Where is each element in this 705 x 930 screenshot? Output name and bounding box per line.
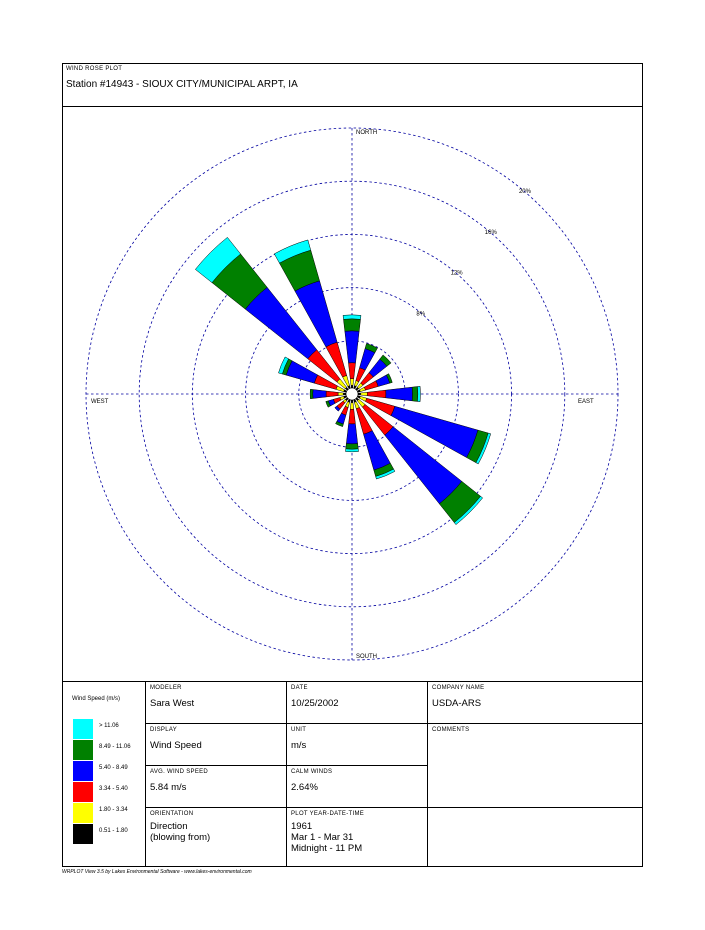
company-value: USDA-ARS: [432, 698, 482, 709]
petal-segment: [367, 390, 386, 398]
petal-segment: [338, 392, 343, 395]
station-name: Station #14943 - SIOUX CITY/MUNICIPAL ARPT, IA: [66, 79, 298, 90]
calm-circle: [346, 388, 358, 400]
west-label: WEST: [91, 399, 109, 405]
petal-segment: [345, 331, 359, 363]
plot-year-line1: 1961: [291, 821, 313, 832]
petal-segment: [360, 349, 375, 371]
petal-segment: [412, 387, 418, 402]
legend-label: 3.34 - 5.40: [99, 786, 128, 792]
table-col-divider: [427, 681, 428, 867]
unit-title: UNIT: [291, 727, 307, 733]
orientation-line2: (blowing from): [150, 832, 211, 843]
modeler-value: Sara West: [150, 698, 195, 709]
legend-swatch: [73, 761, 93, 781]
orientation-title: ORIENTATION: [150, 811, 194, 817]
legend-label: 8.49 - 11.06: [99, 744, 131, 750]
petal-segment: [386, 387, 413, 401]
orientation-line1: Direction: [150, 821, 188, 832]
petal-segment: [348, 363, 355, 379]
ring-label: 12%: [450, 270, 463, 277]
petal-segment: [361, 392, 368, 395]
plot-year-title: PLOT YEAR-DATE-TIME: [291, 811, 365, 817]
legend-label: 1.80 - 3.34: [99, 807, 128, 813]
modeler-title: MODELER: [150, 685, 182, 691]
table-row-divider: [145, 723, 643, 724]
ring-label: 8%: [416, 311, 426, 318]
avg-speed-title: AVG. WIND SPEED: [150, 769, 209, 775]
unit-value: m/s: [291, 740, 307, 751]
table-top-border: [62, 681, 643, 682]
table-col-divider: [145, 681, 146, 867]
plot-year-line3: Midnight - 11 PM: [291, 843, 363, 854]
software-credit: WRPLOT View 3.5 by Lakes Environmental Software - www.lakes-environmental.com: [62, 869, 252, 875]
avg-speed-value: 5.84 m/s: [150, 782, 187, 793]
legend-label: > 11.06: [99, 723, 119, 729]
petal-segment: [346, 444, 358, 450]
petal-segment: [346, 424, 357, 444]
date-value: 10/25/2002: [291, 698, 339, 709]
date-title: DATE: [291, 685, 308, 691]
petal-segment: [350, 403, 353, 410]
petal-segment: [351, 385, 353, 388]
petal-segment: [349, 409, 356, 424]
north-label: NORTH: [356, 130, 378, 136]
legend-swatch: [73, 782, 93, 802]
petal-segment: [286, 361, 318, 383]
legend-swatch: [73, 740, 93, 760]
petal-segment: [417, 386, 420, 402]
petal-segment: [351, 400, 353, 403]
display-title: DISPLAY: [150, 727, 177, 733]
petal-segment: [343, 393, 346, 395]
legend-title: Wind Speed (m/s): [72, 696, 121, 702]
table-row-divider: [145, 807, 643, 808]
petal-segment: [343, 319, 360, 331]
petal-segment: [345, 449, 358, 452]
plot-year-line2: Mar 1 - Mar 31: [291, 832, 354, 843]
petal-segment: [313, 390, 326, 399]
legend-swatch: [73, 719, 93, 739]
plot-title: WIND ROSE PLOT: [66, 66, 123, 72]
display-value: Wind Speed: [150, 740, 202, 751]
petal-segment: [343, 315, 361, 319]
comments-title: COMMENTS: [432, 727, 470, 733]
petal-segment: [326, 391, 338, 397]
legend-swatch: [73, 824, 93, 844]
petal-segment: [358, 393, 361, 395]
legend-label: 5.40 - 8.49: [99, 765, 128, 771]
petal-segment: [350, 379, 353, 386]
petal-segment: [310, 389, 313, 398]
ring-label: 20%: [518, 189, 531, 196]
east-label: EAST: [578, 399, 594, 405]
legend-label: 0.51 - 1.80: [99, 828, 128, 834]
south-label: SOUTH: [356, 654, 377, 660]
table-col-divider: [286, 681, 287, 867]
calm-winds-title: CALM WINDS: [291, 769, 333, 775]
company-title: COMPANY NAME: [432, 685, 485, 691]
legend-swatch: [73, 803, 93, 823]
calm-winds-value: 2.64%: [291, 782, 318, 793]
ring-label: 16%: [484, 229, 497, 236]
